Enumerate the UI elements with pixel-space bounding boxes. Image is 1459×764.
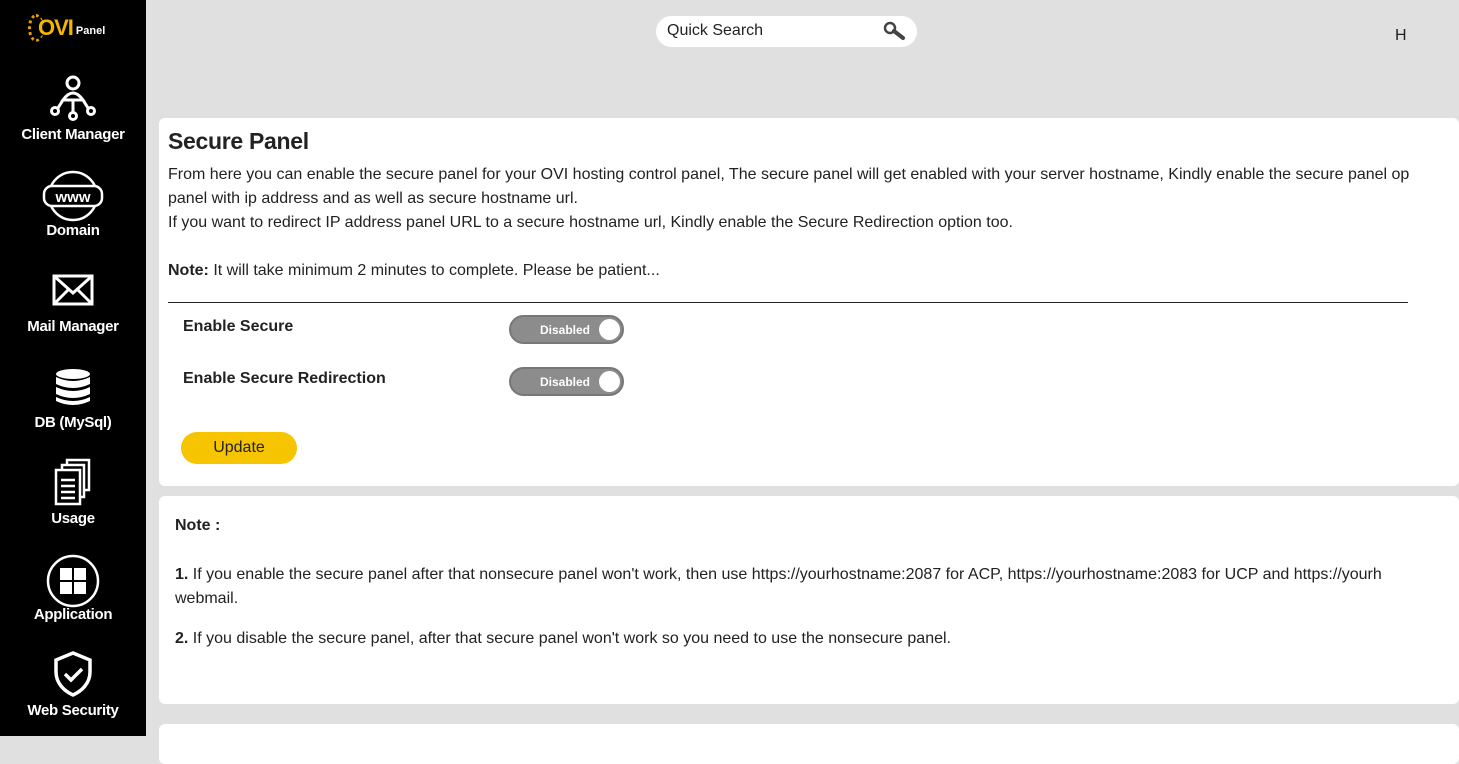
enable-redirect-toggle[interactable] <box>509 367 624 396</box>
note-item <box>175 627 1443 651</box>
user-menu[interactable]: H <box>1395 27 1407 44</box>
update-button[interactable]: Update <box>181 432 297 464</box>
secure-panel-card <box>159 118 1459 486</box>
sidebar-item-label: Usage <box>51 510 95 527</box>
ovi-panel-logo[interactable] <box>28 14 105 42</box>
sidebar-item-label: Client Manager <box>21 126 125 143</box>
note-line <box>168 259 1450 283</box>
sidebar-item-domain[interactable] <box>0 162 146 258</box>
note-number: 1. <box>175 566 189 583</box>
notes-title: Note : <box>175 517 221 534</box>
svg-text:www: www <box>55 189 91 206</box>
note-text: If you enable the secure panel after that nonsecure panel won't work, then use https://yourhostname:2087 for ACP, https://yourhostname:2083 for UCP and https://yourh <box>188 566 1382 583</box>
description-line: If you want to redirect IP address panel URL to a secure hostname url, Kindly enable the Secure Redirection option too. <box>168 214 1013 231</box>
grid-icon <box>46 554 100 608</box>
sidebar-item-label: Web Security <box>27 702 119 719</box>
notes-card <box>159 496 1459 704</box>
toggle-knob <box>599 319 620 340</box>
sidebar-item-usage[interactable] <box>0 450 146 546</box>
sidebar-item-label: Application <box>33 606 113 623</box>
search-icon[interactable] <box>883 21 905 41</box>
client-manager-icon <box>50 74 96 122</box>
logo-text: OVI <box>38 15 73 40</box>
sidebar-item-label: Mail Manager <box>27 318 119 335</box>
sidebar-item-db[interactable] <box>0 354 146 450</box>
envelope-icon <box>52 266 94 312</box>
sidebar-item-mail-manager[interactable] <box>0 258 146 354</box>
note-item-continued: webmail. <box>175 590 239 607</box>
quick-search-input[interactable] <box>656 16 917 47</box>
www-globe-icon <box>41 170 105 222</box>
logo-subtext: Panel <box>75 25 106 37</box>
search-placeholder: Quick Search <box>667 22 764 39</box>
note-label: Note: <box>168 262 209 279</box>
page-title: Secure Panel <box>168 128 309 154</box>
note-text: If you disable the secure panel, after that secure panel won't work so you need to use the nonsecure panel. <box>188 630 951 647</box>
shield-check-icon <box>51 650 95 698</box>
sidebar-item-application[interactable] <box>0 546 146 642</box>
enable-redirect-label: Enable Secure Redirection <box>183 370 386 387</box>
note-number: 2. <box>175 630 189 647</box>
description-line: From here you can enable the secure panel for your OVI hosting control panel, The secure panel will get enabled with your server hostname, Kindly enable the secure panel op <box>168 166 1410 183</box>
toggle-state: Disabled <box>539 323 590 337</box>
note-item <box>175 563 1443 587</box>
enable-secure-toggle[interactable] <box>509 315 624 344</box>
toggle-knob <box>599 371 620 392</box>
sidebar-item-label: DB (MySql) <box>34 414 112 431</box>
documents-icon <box>53 458 93 506</box>
divider <box>168 302 1408 303</box>
description-line: panel with ip address and as well as secure hostname url. <box>168 190 578 207</box>
database-icon <box>53 362 93 408</box>
sidebar-item-client-manager[interactable] <box>0 66 146 162</box>
toggle-state: Disabled <box>539 375 590 389</box>
sidebar-item-web-security[interactable] <box>0 642 146 738</box>
next-card <box>159 724 1459 764</box>
sidebar <box>0 0 146 736</box>
sidebar-item-label: Domain <box>46 222 100 239</box>
note-text: It will take minimum 2 minutes to complete. Please be patient... <box>208 262 660 279</box>
enable-secure-label: Enable Secure <box>183 318 294 335</box>
